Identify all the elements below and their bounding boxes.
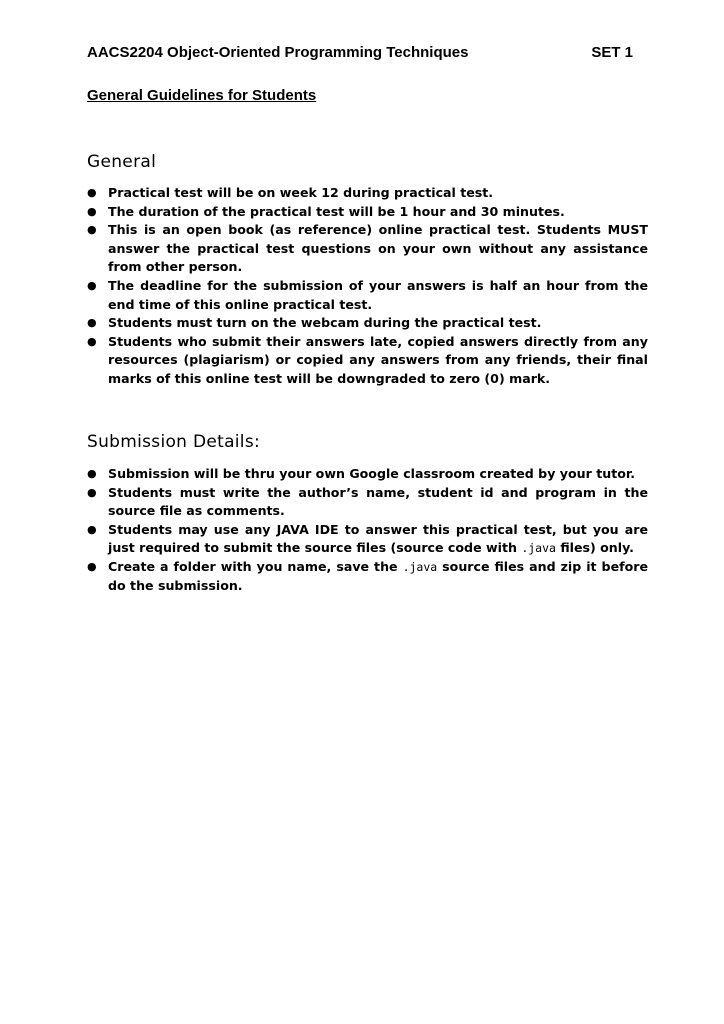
bullet-icon: ●: [87, 334, 97, 348]
list-item: [87, 277, 648, 314]
bullet-icon: ●: [87, 186, 97, 199]
bullet-icon: ●: [87, 559, 97, 573]
bullet-icon: ●: [87, 316, 97, 330]
list-item-text: Students may use any JAVA IDE to answer this practical test, but you are just required to submit the source files (source code with: [108, 521, 648, 556]
list-item-text: source files and zip it before do the submission.: [108, 558, 649, 593]
set-label: SET 1: [591, 44, 633, 61]
java-extension-code: .java: [402, 559, 438, 574]
submission-heading: Submission Details:: [87, 432, 261, 452]
list-item-text: Practical test will be on week 12 during practical test.: [108, 185, 494, 200]
list-item-text: files) only.: [555, 540, 634, 556]
list-item-text: Students who submit their answers late, copied answers directly from any resources (plagiarism) or copied any answers from any friends, their final marks of this online test will be downgraded to zero (0) mark.: [108, 333, 648, 386]
list-item-text: The deadline for the submission of your answers is half an hour from the end time of this online practical test.: [108, 277, 648, 312]
list-item: [87, 203, 648, 222]
list-item: [87, 333, 648, 389]
bullet-icon: ●: [87, 278, 97, 292]
list-item-text: Create a folder with you name, save the: [108, 558, 403, 574]
course-title: AACS2204 Object-Oriented Programming Techniques: [87, 44, 469, 61]
list-item-text: This is an open book (as reference) online practical test. Students MUST answer the practical test questions on your own without any assistance from other person.: [108, 222, 648, 275]
list-item: [87, 184, 648, 203]
list-item: [87, 314, 648, 333]
general-list: [87, 184, 648, 389]
list-item-text: Students must turn on the webcam during the practical test.: [108, 315, 542, 331]
list-item: [87, 521, 648, 558]
bullet-icon: ●: [87, 204, 97, 218]
bullet-icon: ●: [87, 485, 97, 499]
list-item-text: Submission will be thru your own Google classroom created by your tutor.: [108, 466, 636, 481]
bullet-icon: ●: [87, 522, 97, 536]
submission-list: [87, 465, 648, 595]
page-header: [87, 44, 633, 66]
bullet-icon: ●: [87, 223, 97, 237]
list-item: [87, 558, 648, 595]
list-item: [87, 484, 648, 521]
general-heading: General: [87, 152, 157, 172]
list-item: [87, 465, 648, 484]
java-extension-code: .java: [521, 541, 556, 556]
list-item: [87, 221, 648, 277]
list-item-text: The duration of the practical test will be 1 hour and 30 minutes.: [108, 203, 565, 219]
bullet-icon: ●: [87, 467, 97, 480]
guidelines-title: General Guidelines for Students: [87, 87, 317, 104]
list-item-text: Students must write the author’s name, student id and program in the source file as comments.: [108, 484, 648, 519]
